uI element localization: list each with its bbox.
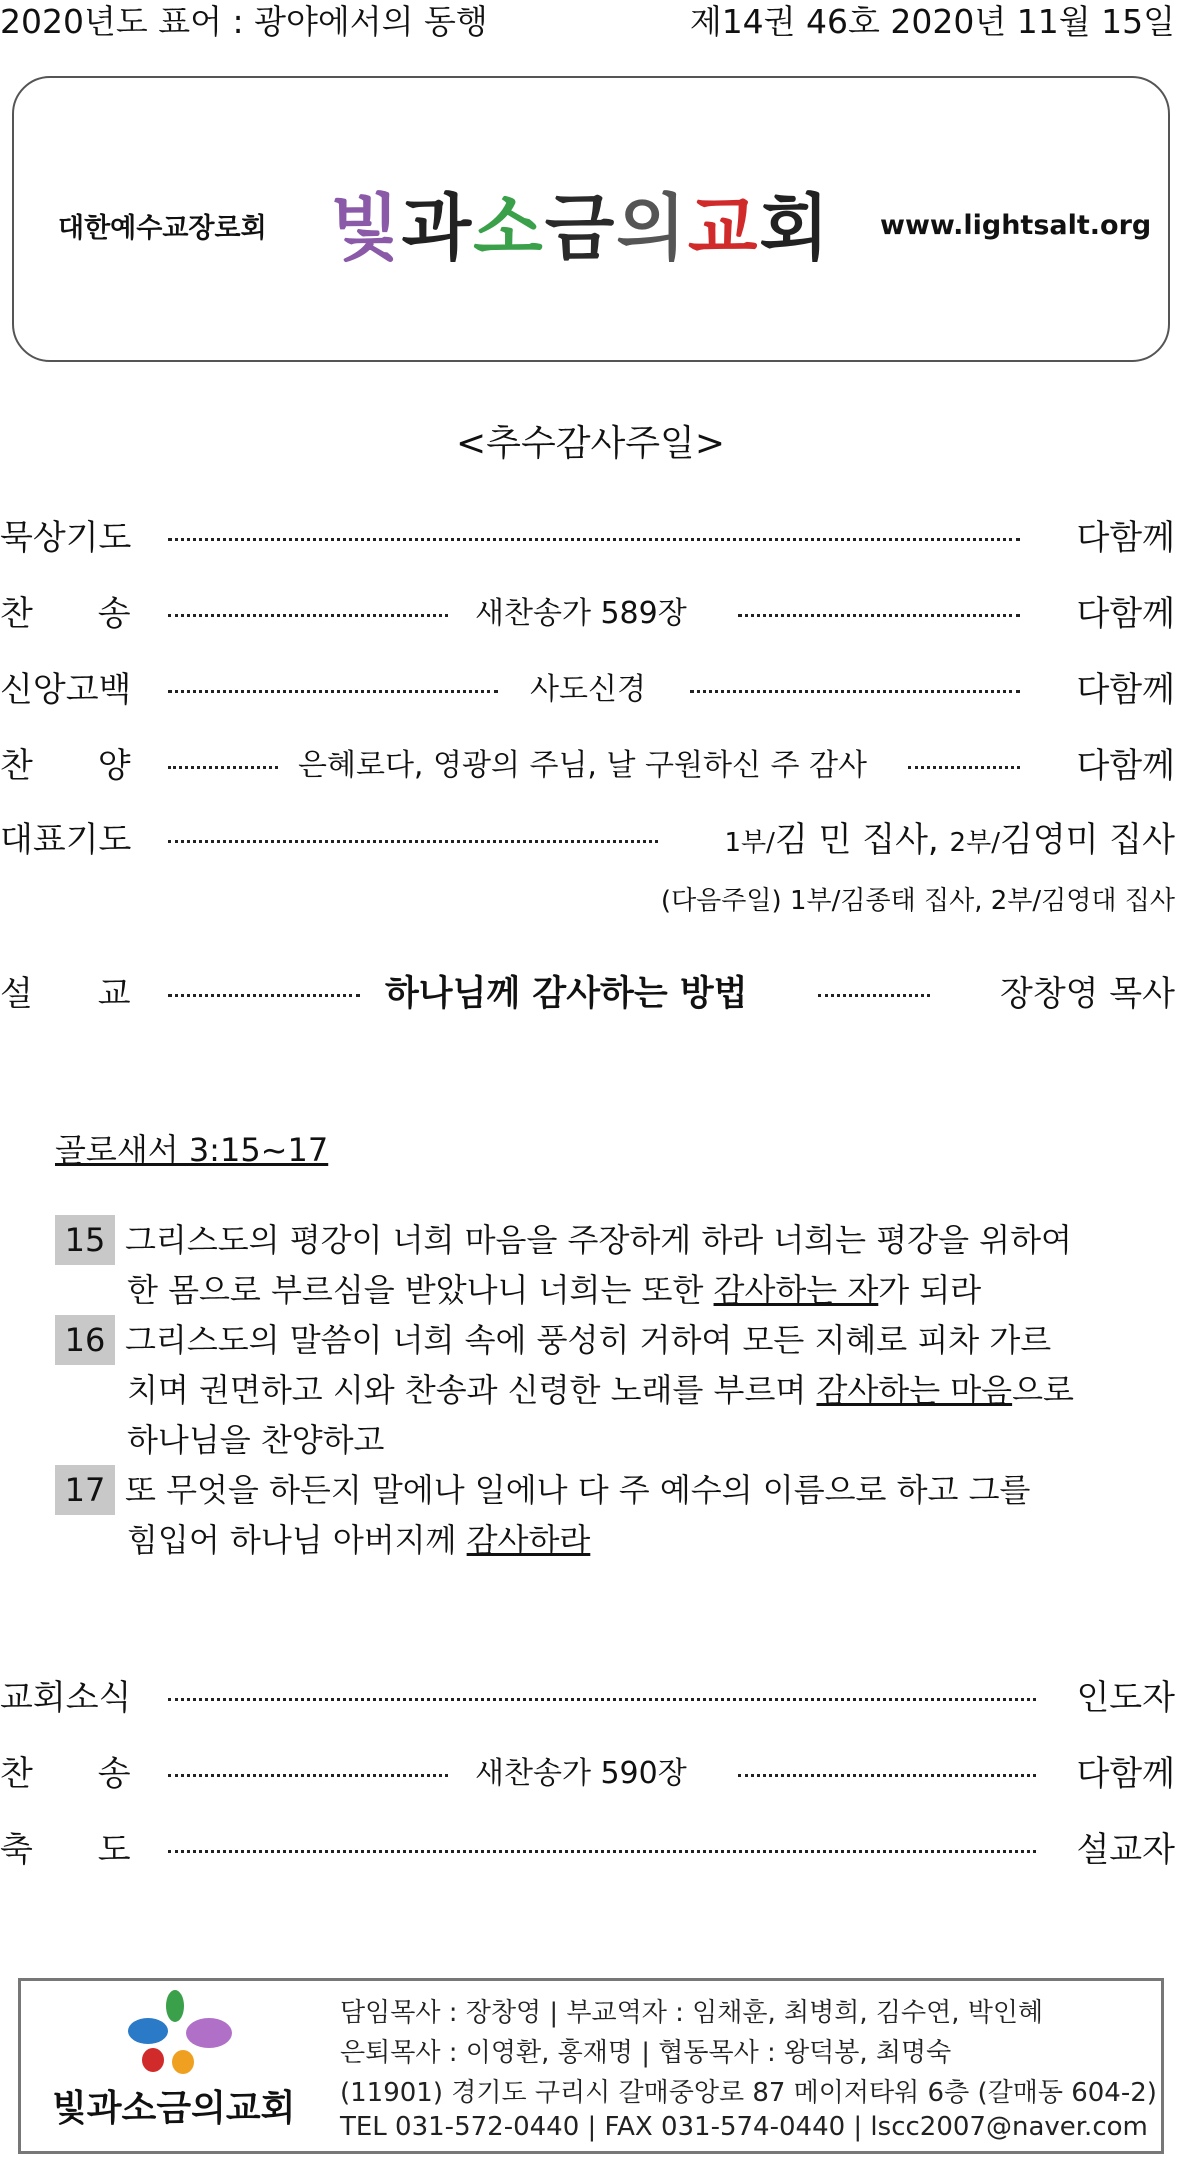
church-logo-text: 빛과소금의교회: [330, 186, 831, 270]
order-detail: 은혜로다, 영광의 주님, 날 구원하신 주 감사: [298, 748, 867, 783]
order-detail: 새찬송가 590장: [475, 1756, 687, 1791]
order-item-announcements: [0, 1670, 1181, 1720]
website[interactable]: www.lightsalt.org: [880, 210, 1152, 241]
preacher: 장창영 목사: [999, 974, 1175, 1014]
order-label: 대표기도: [0, 820, 132, 860]
order-leader: 인도자: [1076, 1678, 1175, 1718]
verse-number: 15: [55, 1215, 115, 1265]
order-detail: 새찬송가 589장: [475, 596, 687, 631]
order-item-closing-hymn: [0, 1746, 1181, 1796]
footer-logo-text: 빛과소금의교회: [52, 2088, 296, 2129]
verse-16: 16 그리스도의 말씀이 너희 속에 풍성히 거하여 모든 지혜로 피차 가르 치며 권면하고 시와 찬송과 신령한 노래를 부르며 감사하는 마음으로 하나님을 찬양하고: [55, 1315, 1145, 1465]
order-leader: 설교자: [1076, 1830, 1175, 1870]
order-leader: 다함께: [1076, 594, 1175, 634]
order-item-hymn: [0, 586, 1181, 636]
scripture-reference: 골로새서 3:15~17: [55, 1131, 329, 1169]
order-label: 설 교: [0, 974, 131, 1014]
order-leader: 다함께: [1076, 1754, 1175, 1794]
order-item-prayer: [0, 812, 1181, 862]
address-line: (11901) 경기도 구리시 갈매중앙로 87 메이저타워 6층 (갈매동 604-2): [340, 2078, 1157, 2108]
issue-date: 제14권 46호 2020년 11월 15일: [689, 2, 1175, 41]
order-label: 축 도: [0, 1830, 131, 1870]
order-label: 신앙고백: [0, 670, 132, 710]
order-prayer-leaders: 1부/김 민 집사, 2부/김영미 집사: [724, 820, 1175, 860]
order-detail: 사도신경: [530, 672, 646, 707]
order-label: 찬 송: [0, 1754, 131, 1794]
order-label: 찬 송: [0, 594, 131, 634]
sermon-title: 하나님께 감사하는 방법: [385, 974, 748, 1014]
denomination: 대한예수교장로회: [58, 213, 267, 244]
order-label: 찬 양: [0, 746, 131, 786]
contact-line: TEL 031-572-0440 | FAX 031-574-0440 | lscc2007@naver.com: [340, 2112, 1148, 2142]
pastors-line: 담임목사 : 장창영 | 부교역자 : 임채훈, 최병희, 김수연, 박인혜: [340, 1998, 1044, 2028]
associate-pastors-line: 은퇴목사 : 이영환, 홍재명 | 협동목사 : 왕덕봉, 최명숙: [340, 2038, 952, 2068]
verse-17: 17 또 무엇을 하든지 말에나 일에나 다 주 예수의 이름으로 하고 그를 힘입어 하나님 아버지께 감사하라: [55, 1465, 1145, 1565]
verse-number: 16: [55, 1315, 115, 1365]
order-leader: 다함께: [1076, 746, 1175, 786]
order-item-sermon: [0, 966, 1181, 1016]
service-title: <추수감사주일>: [456, 423, 725, 464]
order-item-praise: [0, 738, 1181, 788]
verse-number: 17: [55, 1465, 115, 1515]
next-week-prayer-note: (다음주일) 1부/김종태 집사, 2부/김영대 집사: [660, 886, 1175, 916]
motto: 2020년도 표어 : 광야에서의 동행: [0, 2, 488, 41]
verse-15: 15 그리스도의 평강이 너희 마음을 주장하게 하라 너희는 평강을 위하여 한 몸으로 부르심을 받았나니 너희는 또한 감사하는 자가 되라: [55, 1215, 1145, 1315]
order-label: 묵상기도: [0, 518, 132, 558]
order-item-meditation: [0, 510, 1181, 560]
church-logo-icon: [120, 1990, 240, 2080]
order-leader: 다함께: [1076, 518, 1175, 558]
order-item-creed: [0, 662, 1181, 712]
order-label: 교회소식: [0, 1678, 132, 1718]
order-leader: 다함께: [1076, 670, 1175, 710]
order-item-benediction: [0, 1822, 1181, 1872]
